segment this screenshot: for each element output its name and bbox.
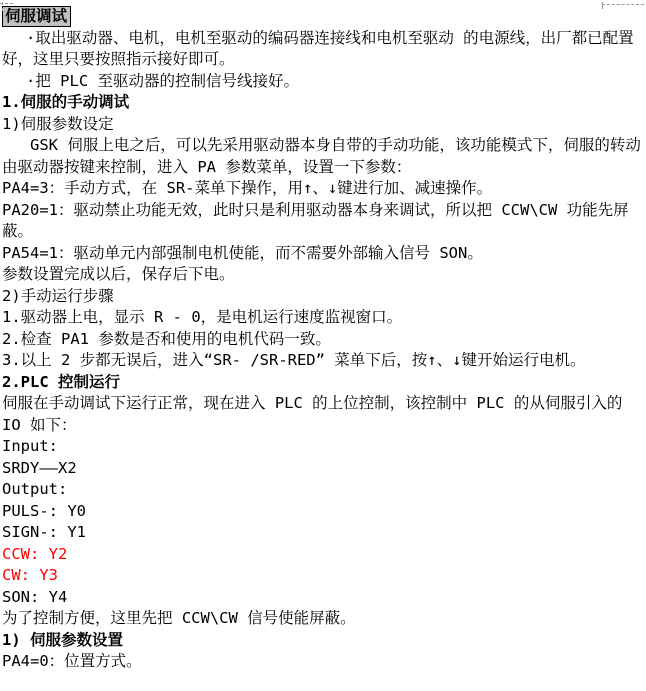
- title-line: [2, 6, 644, 28]
- param-line-pa4-0: PA4=0：位置方式。: [2, 652, 142, 670]
- step-line-1: 1.驱动器上电，显示 R - 0，是电机运行速度监视窗口。: [2, 308, 403, 326]
- io-output-label: Output:: [2, 480, 68, 498]
- io-line-cw: CW: Y3: [2, 566, 58, 584]
- io-block: [2, 436, 644, 608]
- text-boundary-mark-top-left: [0, 3, 13, 4]
- step-line-3: 3.以上 2 步都无误后，进入“SR- /SR-RED” 菜单下后，按↑、↓键开始运行电机。: [2, 351, 586, 369]
- section1-heading: 1.伺服的手动调试: [2, 93, 130, 111]
- intro-bullet-2: ·把 PLC 至驱动器的控制信号线接好。: [26, 71, 299, 90]
- section1-paragraph: GSK 伺服上电之后，可以先采用驱动器本身自带的手动功能，该功能模式下，伺服的转动由驱动器按键来控制，进入 PA 参数菜单，设置一下参数：: [2, 136, 641, 176]
- param-line-pa4: PA4=3：手动方式，在 SR-菜单下操作，用↑、↓键进行加、减速操作。: [2, 179, 493, 197]
- step-line-2: 2.检查 PA1 参数是否和使用的电机代码一致。: [2, 329, 331, 348]
- section2-heading: 2.PLC 控制运行: [2, 372, 120, 391]
- section2-paragraph: 伺服在手动调试下运行正常，现在进入 PLC 的上位控制，该控制中 PLC 的从伺服引入的 IO 如下：: [2, 394, 623, 434]
- io-line-ccw: CCW: Y2: [2, 544, 68, 563]
- subsection1-heading: 1)伺服参数设定: [2, 114, 114, 133]
- io-line-srdy: SRDY——X2: [2, 458, 77, 477]
- io-input-label: Input:: [2, 437, 58, 455]
- io-line-sign: SIGN-: Y1: [2, 523, 86, 541]
- io-line-puls: PULS-: Y0: [2, 501, 86, 520]
- page-title: 伺服调试: [2, 6, 71, 27]
- section1-closing: 参数设置完成以后，保存后下电。: [2, 265, 235, 283]
- param-line-pa20: PA20=1：驱动禁止功能无效，此时只是利用驱动器本身来调试，所以把 CCW\CW 功能先屏蔽。: [2, 200, 629, 240]
- intro-bullet-1: ·取出驱动器、电机，电机至驱动的编码器连接线和电机至驱动 的电源线，出厂都已配置好，这里只要按照指示接好即可。: [2, 28, 634, 68]
- text-boundary-mark-top-right: [602, 4, 644, 5]
- subsection2-heading: 2)手动运行步骤: [2, 286, 114, 305]
- subsection3-heading: 1) 伺服参数设置: [2, 630, 123, 649]
- io-line-son: SON: Y4: [2, 587, 68, 606]
- section2-closing: 为了控制方便，这里先把 CCW\CW 信号使能屏蔽。: [2, 609, 356, 627]
- param-line-pa54: PA54=1：驱动单元内部强制电机使能，而不需要外部输入信号 SON。: [2, 243, 483, 262]
